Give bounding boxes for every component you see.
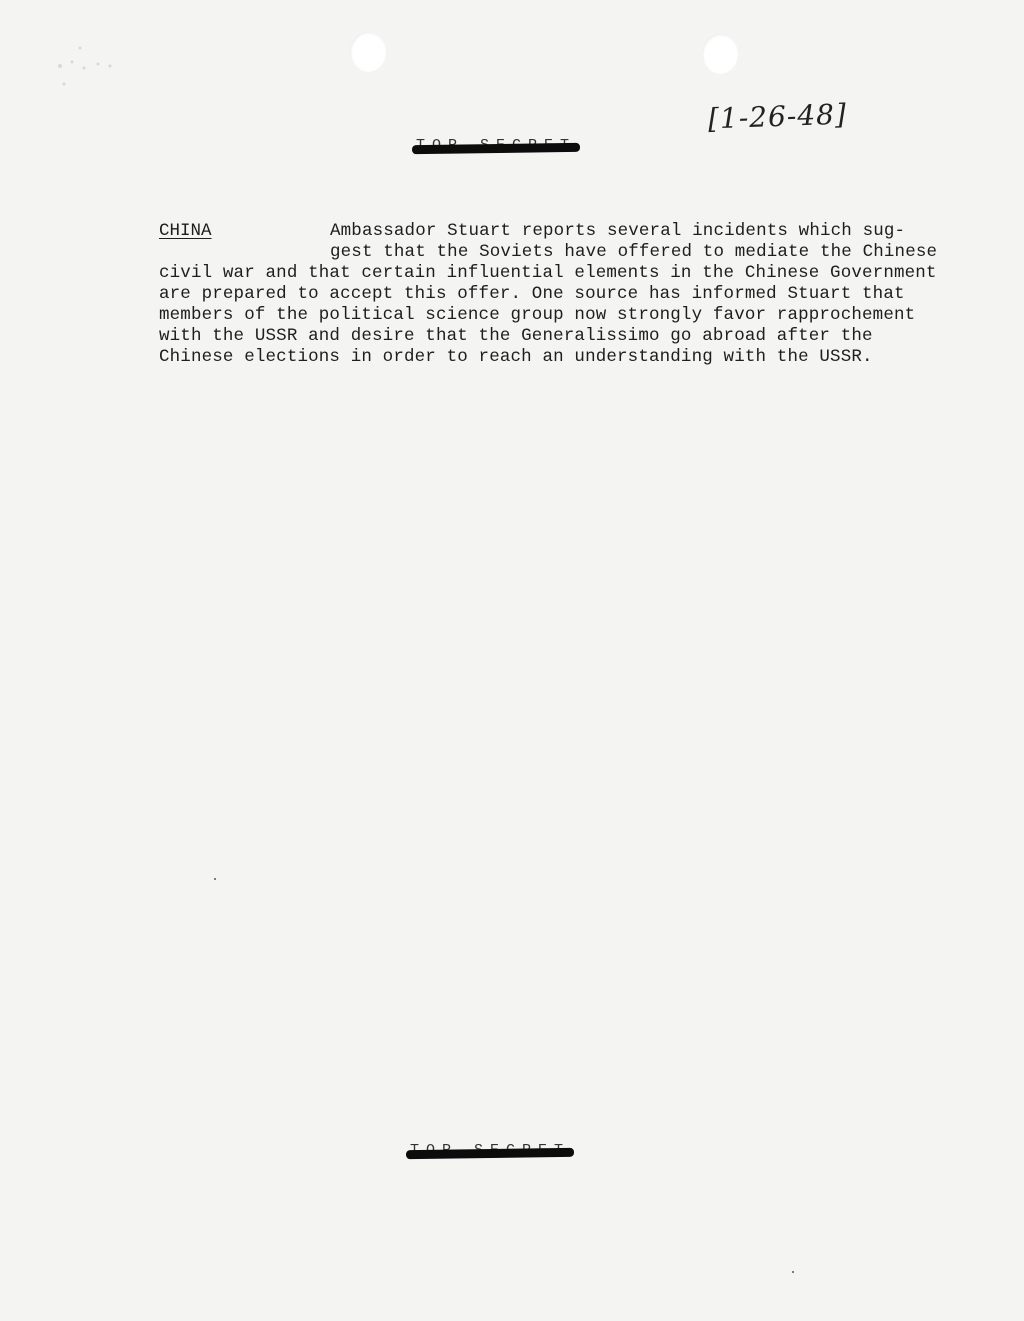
body-line: members of the political science group now strongly favor rapprochement bbox=[159, 305, 916, 325]
body-line: with the USSR and desire that the Generalissimo go abroad after the bbox=[159, 326, 873, 346]
paper-speck bbox=[792, 1271, 794, 1273]
binder-hole-left bbox=[350, 32, 386, 72]
section-heading: CHINA bbox=[159, 221, 212, 241]
header-classification-marking bbox=[416, 137, 576, 154]
binder-hole-right bbox=[702, 34, 738, 74]
body-line: Ambassador Stuart reports several incidents which sug- bbox=[330, 221, 906, 241]
handwritten-date: [1-26-48] bbox=[707, 97, 848, 136]
footer-classification-marking bbox=[410, 1142, 570, 1159]
body-line: civil war and that certain influential elements in the Chinese Government bbox=[159, 263, 937, 283]
paper-speck bbox=[214, 878, 216, 880]
body-line: are prepared to accept this offer. One source has informed Stuart that bbox=[159, 284, 905, 304]
body-line: Chinese elections in order to reach an understanding with the USSR. bbox=[159, 347, 873, 367]
faint-marks-decoration bbox=[50, 40, 120, 100]
body-line: gest that the Soviets have offered to mediate the Chinese bbox=[330, 242, 938, 262]
